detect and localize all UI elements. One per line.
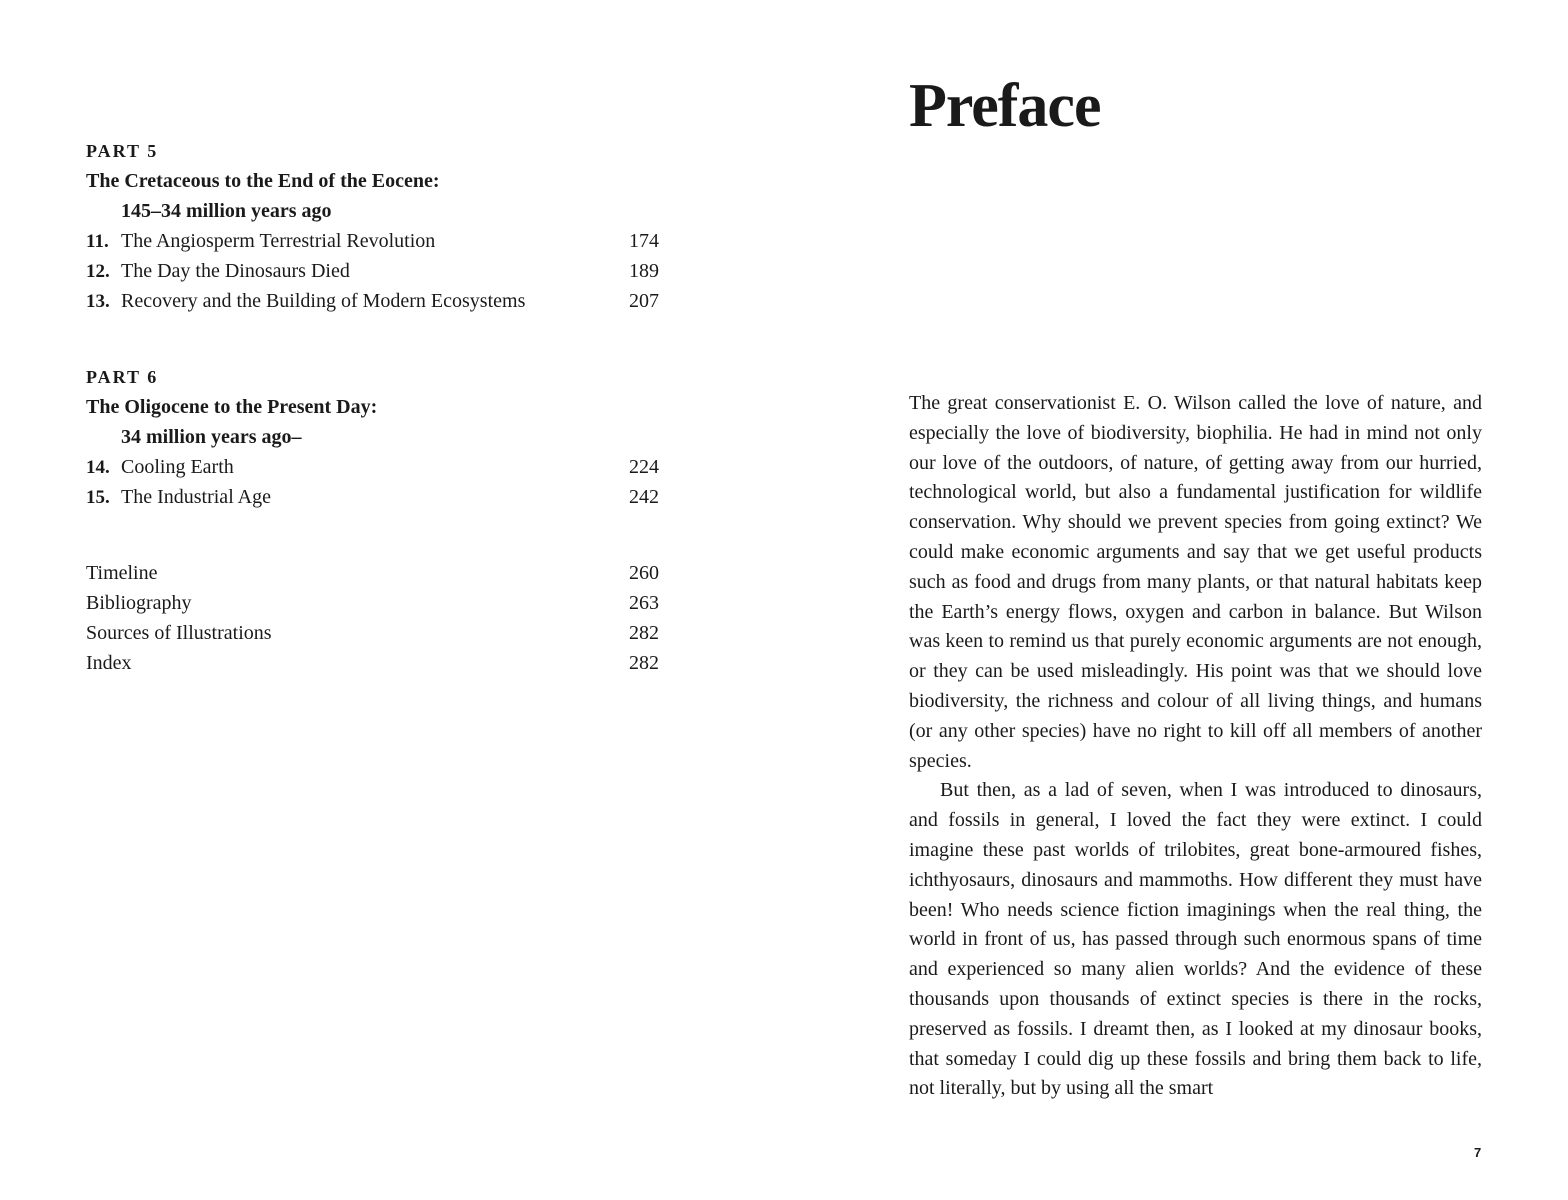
part-title-period: 34 million years ago– — [121, 426, 302, 448]
entry-title: Bibliography — [86, 592, 192, 614]
chapter-title: Cooling Earth — [121, 456, 234, 478]
entry-title: Index — [86, 652, 132, 674]
toc-chapter-11[interactable] — [86, 226, 659, 256]
chapter-title: The Industrial Age — [121, 486, 271, 508]
chapter-number: 13. — [86, 291, 110, 312]
part-title-main: The Cretaceous to the End of the Eocene: — [86, 170, 440, 192]
entry-page: 260 — [629, 562, 659, 584]
toc-part-5 — [86, 136, 659, 316]
entry-title: Sources of Illustrations — [86, 622, 272, 644]
toc-back-matter — [86, 558, 659, 678]
part-label: PART 5 — [86, 141, 159, 161]
toc-entry-timeline[interactable] — [86, 558, 659, 588]
preface-body — [909, 389, 1482, 1104]
chapter-page: 189 — [629, 260, 659, 282]
right-page — [784, 0, 1568, 1200]
part-title-period: 145–34 million years ago — [121, 200, 332, 222]
page-title: Preface — [909, 72, 1101, 140]
entry-page: 282 — [629, 622, 659, 644]
body-paragraph: The great conservationist E. O. Wilson called the love of nature, and especially the love of biodiversity, biophilia. He had in mind not only our love of the outdoors, of nature, of getting away from our hurried, technological world, but also a fundamental justification for wildlife conservation. Why should we prevent species from going extinct? We could make economic arguments and say that we get useful products such as food and drugs from many plants, or that natural habitats keep the Earth’s energy flows, oxygen and carbon in balance. But Wilson was keen to remind us that purely economic arguments are not enough, or they can be used misleadingly. His point was that we should love biodiversity, the richness and colour of all living things, and humans (or any other species) have no right to kill off all members of another species. — [909, 392, 1482, 772]
toc-chapter-12[interactable] — [86, 256, 659, 286]
toc-entry-index[interactable] — [86, 648, 659, 678]
part-title — [86, 392, 659, 452]
chapter-number: 12. — [86, 261, 110, 282]
toc-chapter-15[interactable] — [86, 482, 659, 512]
toc-entry-sources[interactable] — [86, 618, 659, 648]
chapter-page: 242 — [629, 486, 659, 508]
toc-part-6 — [86, 362, 659, 512]
chapter-page: 207 — [629, 290, 659, 312]
part-title — [86, 166, 659, 226]
chapter-title: Recovery and the Building of Modern Ecosystems — [121, 290, 526, 312]
entry-page: 263 — [629, 592, 659, 614]
part-title-main: The Oligocene to the Present Day: — [86, 396, 378, 418]
entry-page: 282 — [629, 652, 659, 674]
toc-chapter-14[interactable] — [86, 452, 659, 482]
chapter-title: The Day the Dinosaurs Died — [121, 260, 350, 282]
chapter-number: 15. — [86, 487, 110, 508]
page-number: 7 — [1474, 1145, 1482, 1160]
toc-entry-bibliography[interactable] — [86, 588, 659, 618]
part-label: PART 6 — [86, 367, 159, 387]
chapter-page: 224 — [629, 456, 659, 478]
chapter-number: 11. — [86, 231, 109, 252]
toc-chapter-13[interactable] — [86, 286, 659, 316]
body-paragraph: But then, as a lad of seven, when I was introduced to dinosaurs, and fossils in general, I loved the fact they were extinct. I could imagine these past worlds of trilobites, great bone-armoured fishes, ichthyosaurs, dinosaurs and mammoths. How different they must have been! Who needs science fiction imaginings when the real thing, the world in front of us, has passed through such enormous spans of time and experienced so many alien worlds? And the evidence of these thousands upon thousands of extinct species is there in the rocks, preserved as fossils. I dreamt then, as I looked at my dinosaur books, that someday I could dig up these fossils and bring them back to life, not literally, but by using all the smart — [909, 779, 1482, 1100]
chapter-number: 14. — [86, 457, 110, 478]
chapter-title: The Angiosperm Terrestrial Revolution — [121, 230, 436, 252]
table-of-contents — [86, 136, 659, 678]
chapter-page: 174 — [629, 230, 659, 252]
entry-title: Timeline — [86, 562, 158, 584]
